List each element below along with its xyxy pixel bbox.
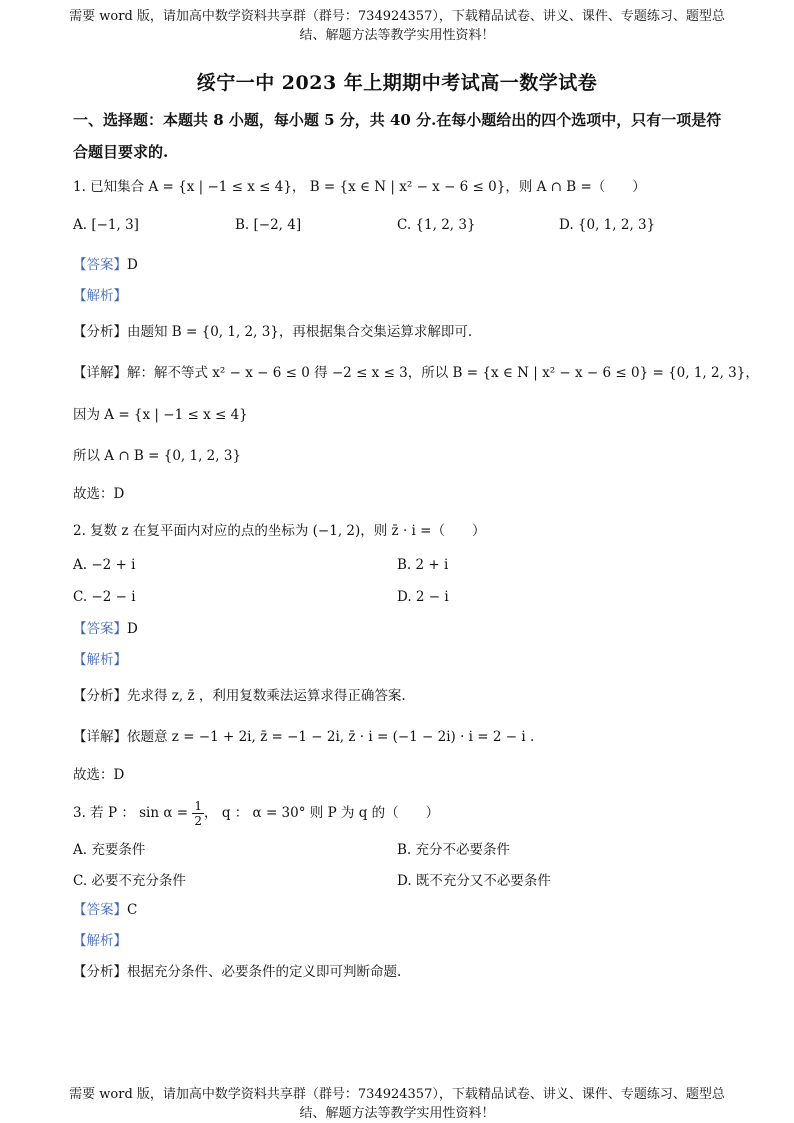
analysis-label: 【解析】 (73, 933, 127, 949)
q2-option-c: C. −2 − i (73, 589, 136, 605)
q1-option-c: C. {1, 2, 3} (397, 217, 476, 233)
q1-answer (73, 255, 138, 275)
q1-stem: 1. 已知集合 A = {x | −1 ≤ x ≤ 4}， B = {x ∈ N | x² − x − 6 ≤ 0}，则 A ∩ B =（ ） (73, 179, 646, 195)
q1-choose (73, 484, 124, 504)
q3-fraction (192, 799, 204, 828)
analysis-label: 【解析】 (73, 288, 127, 304)
q3-stem-pre: 3. 若 P ： sin α = (73, 805, 189, 821)
q1-option-b: B. [−2, 4] (235, 217, 302, 233)
q2-choose-value: D (113, 767, 125, 783)
q3-option-d: D. 既不充分又不必要条件 (397, 873, 551, 889)
q3-option-b: B. 充分不必要条件 (397, 842, 511, 858)
q3-option-c: C. 必要不充分条件 (73, 873, 186, 889)
fenxi-label: 【分析】 (73, 964, 127, 980)
fenxi-label: 【分析】 (73, 688, 127, 704)
q2-answer-value: D (127, 621, 138, 637)
page-title: 绥宁一中 2023 年上期期中考试高一数学试卷 (196, 72, 598, 94)
q3-stem (73, 798, 439, 828)
q2-option-a: A. −2 + i (73, 557, 136, 573)
q1-detail (73, 363, 759, 383)
q1-fenxi-text: 由题知 B = {0, 1, 2, 3}，再根据集合交集运算求解即可. (127, 324, 473, 340)
q3-frac-den: 2 (194, 814, 203, 828)
q1-option-d: D. {0, 1, 2, 3} (559, 217, 656, 233)
q1-detail-text-1: 解：解不等式 x² − x − 6 ≤ 0 得 −2 ≤ x ≤ 3，所以 B = {x ∈ N | x² − x − 6 ≤ 0} = {0, 1, 2, 3}， (127, 365, 759, 381)
q1-answer-value: D (127, 257, 138, 273)
q2-option-b: B. 2 + i (397, 557, 449, 573)
analysis-label: 【解析】 (73, 652, 127, 668)
answer-label: 【答案】 (73, 902, 127, 918)
q3-frac-num: 1 (194, 799, 203, 813)
answer-label: 【答案】 (73, 621, 127, 637)
q2-detail (73, 727, 534, 747)
fenxi-label: 【分析】 (73, 324, 127, 340)
q3-answer (73, 900, 137, 920)
q1-detail-text-2: 因为 A = {x | −1 ≤ x ≤ 4} (73, 407, 248, 423)
q2-fenxi-text: 先求得 z, z̄ ，利用复数乘法运算求得正确答案. (127, 688, 406, 704)
q1-analysis-label (73, 286, 127, 306)
section-heading: 一、选择题：本题共 8 小题，每小题 5 分，共 40 分.在每小题给出的四个选项中，只有一项是符合题目要求的. (73, 111, 722, 161)
q3-option-a: A. 充要条件 (73, 842, 146, 858)
page-header: 需要 word 版，请加高中数学资料共享群（群号：734924357），下载精品试卷、讲义、课件、专题练习、题型总结、解题方法等教学实用性资料！ (69, 9, 725, 43)
q2-choose (73, 765, 124, 785)
detail-label: 【详解】 (73, 365, 127, 381)
choose-label: 故选： (73, 767, 114, 783)
q2-stem: 2. 复数 z 在复平面内对应的点的坐标为 (−1, 2)，则 z̄ · i =（ ） (73, 523, 486, 539)
q3-answer-value: C (127, 902, 138, 918)
q2-analysis-label (73, 650, 127, 670)
q2-fenxi (73, 686, 406, 706)
q3-stem-post: ， q ： α = 30° 则 P 为 q 的（ ） (204, 805, 440, 821)
choose-label: 故选： (73, 486, 114, 502)
answer-label: 【答案】 (73, 257, 127, 273)
q2-option-d: D. 2 − i (397, 589, 449, 605)
q2-answer (73, 619, 138, 639)
q3-fenxi-text: 根据充分条件、必要条件的定义即可判断命题. (127, 964, 402, 980)
page-footer: 需要 word 版，请加高中数学资料共享群（群号：734924357），下载精品试卷、讲义、课件、专题练习、题型总结、解题方法等教学实用性资料！ (69, 1087, 725, 1121)
q1-choose-value: D (113, 486, 125, 502)
q2-detail-text: 依题意 z = −1 + 2i, z̄ = −1 − 2i, z̄ · i = (−1 − 2i) · i = 2 − i . (127, 729, 535, 745)
q3-fenxi (73, 962, 401, 982)
q1-detail-text-3: 所以 A ∩ B = {0, 1, 2, 3} (73, 448, 242, 464)
detail-label: 【详解】 (73, 729, 127, 745)
q1-option-a: A. [−1, 3] (73, 217, 139, 233)
q1-fenxi (73, 322, 472, 342)
q3-analysis-label (73, 931, 127, 951)
